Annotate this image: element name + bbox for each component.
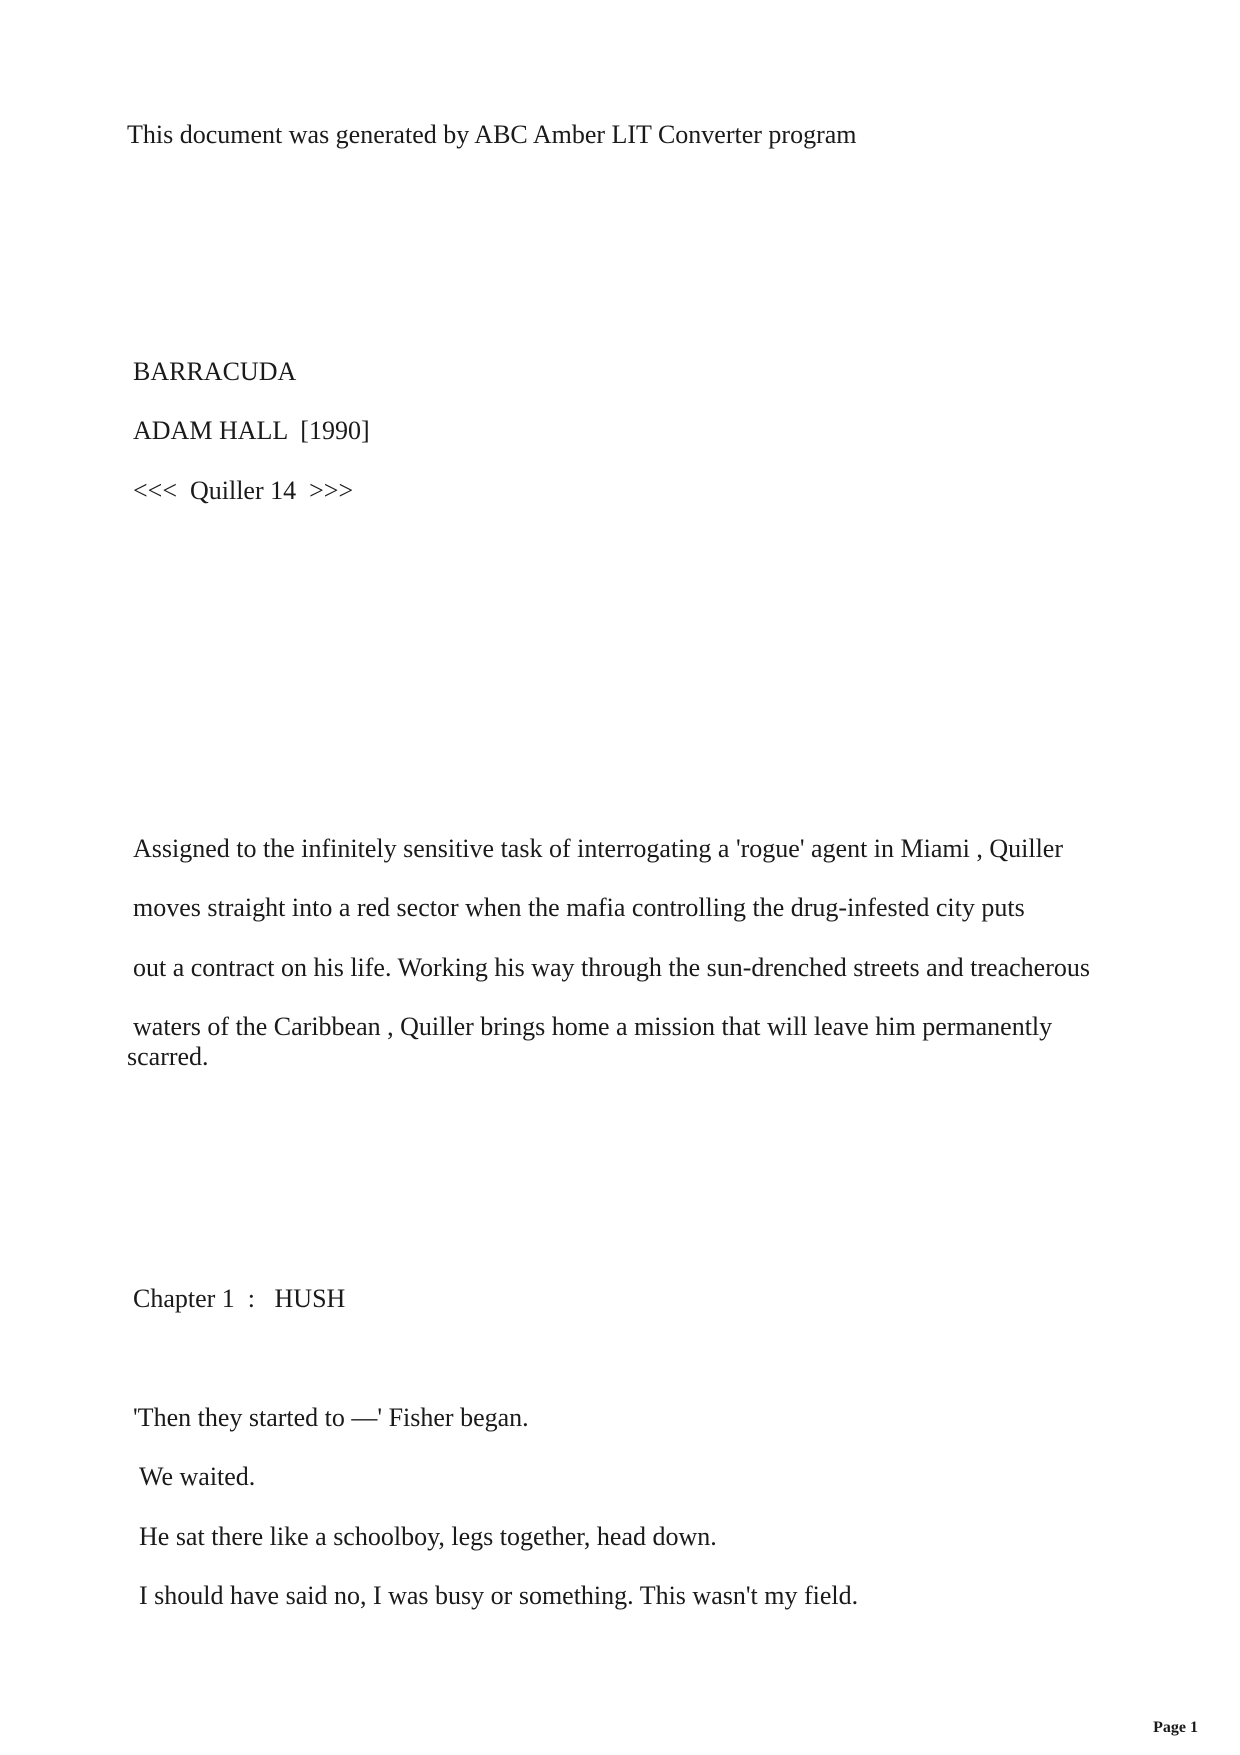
blurb-line: scarred. bbox=[127, 1042, 209, 1071]
chapter-heading: Chapter 1 : HUSH bbox=[133, 1284, 346, 1313]
paragraph: I should have said no, I was busy or something. This wasn't my field. bbox=[139, 1581, 859, 1610]
book-title: BARRACUDA bbox=[133, 357, 297, 386]
blurb-line: out a contract on his life. Working his way through the sun-drenched streets and treacherous bbox=[133, 953, 1090, 982]
blurb-line: Assigned to the infinitely sensitive task of interrogating a 'rogue' agent in Miami , Quiller bbox=[133, 834, 1064, 863]
paragraph: 'Then they started to —' Fisher began. bbox=[133, 1403, 529, 1432]
blurb-line: moves straight into a red sector when the mafia controlling the drug-infested city puts bbox=[133, 893, 1025, 922]
page-number: Page 1 bbox=[1153, 1719, 1198, 1736]
paragraph: He sat there like a schoolboy, legs together, head down. bbox=[139, 1522, 717, 1551]
book-author: ADAM HALL [1990] bbox=[133, 416, 370, 445]
paragraph: We waited. bbox=[139, 1462, 256, 1491]
generated-note: This document was generated by ABC Amber LIT Converter program bbox=[127, 120, 857, 149]
book-series: <<< Quiller 14 >>> bbox=[133, 476, 354, 505]
blurb-line: waters of the Caribbean , Quiller brings home a mission that will leave him permanently bbox=[133, 1012, 1053, 1041]
